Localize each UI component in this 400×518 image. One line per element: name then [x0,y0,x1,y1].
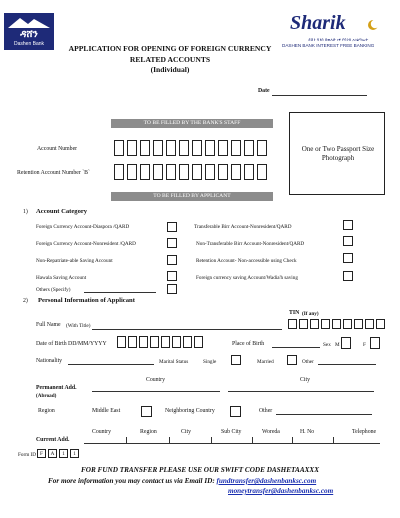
current-address-field[interactable] [84,443,380,444]
single-label: Single [203,359,217,365]
place-of-birth-label: Place of Birth [232,341,265,347]
permanent-add-label: Permanent Add. [36,385,77,391]
current-col-country: Country [92,429,112,435]
permanent-country-field[interactable] [92,391,220,392]
region-label: Region [38,408,55,414]
current-add-label: Current Add. [36,437,70,443]
dob-cell[interactable] [183,336,192,348]
retention-account-cell[interactable] [114,164,124,180]
married-label: Married [257,359,274,365]
account-number-cell[interactable] [244,140,254,156]
retention-account-cell[interactable] [244,164,254,180]
account-number-cell[interactable] [127,140,137,156]
account-number-cell[interactable] [218,140,228,156]
city-header: City [300,377,310,383]
form-id-cell: 1 [59,449,68,458]
tin-label: TIN [289,310,300,316]
account-option-fc-nonresident: Foreign Currency Account-Nonresident /QARD [36,241,136,247]
sex-label: Sex [323,342,331,348]
retention-account-cell[interactable] [153,164,163,180]
sharik-logo [282,12,394,52]
checkbox-transferable-birr[interactable] [343,220,353,230]
nationality-label: Nationality [36,358,63,364]
checkbox-fc-nonresident[interactable] [167,238,177,248]
tin-cell[interactable] [354,319,363,329]
account-option-hawala: Hawala Saving Account [36,275,87,281]
account-option-non-repatriate: Non-Repatriate-able Saving Account [36,258,113,264]
current-col-subcity: Sub City [221,429,242,435]
account-option-retention: Retention Account- Non-accessible using Check [196,258,297,264]
title-line-3: (Individual) [150,65,190,74]
checkbox-diaspora[interactable] [167,222,177,232]
tin-cell[interactable] [310,319,319,329]
current-address-divider [211,437,212,443]
account-number-label: Account Number [37,146,78,152]
sharik-logo-text: Sharik [290,12,346,34]
checkbox-sex-f[interactable] [370,337,380,349]
form-title [60,44,280,76]
other-region-field[interactable] [276,414,372,415]
sharik-tagline: DASHEN BANK INTEREST FREE BANKING [282,43,375,48]
country-header: Country [146,377,166,383]
account-number-cell[interactable] [205,140,215,156]
current-address-divider [333,437,334,443]
dashen-logo [4,13,54,50]
retention-account-label: Retention Account Number `B` [17,170,90,176]
retention-account-cell[interactable] [192,164,202,180]
dashen-logo-name: Dashen Bank [13,41,45,47]
checkbox-retention[interactable] [343,253,353,263]
dob-cell[interactable] [139,336,148,348]
retention-account-cell[interactable] [257,164,267,180]
retention-account-cell[interactable] [231,164,241,180]
applicant-band: TO BE FILLED BY APPLICANT [111,192,273,201]
place-of-birth-field[interactable] [272,347,320,348]
account-option-non-transferable-birr: Non-Transferable Birr Account-Nonresident/QARD [196,241,305,247]
checkbox-middle-east[interactable] [141,406,152,417]
current-col-woreda: Woreda [262,429,280,435]
tin-cell[interactable] [288,319,297,329]
retention-account-cell[interactable] [127,164,137,180]
dashen-logo-amharic: ዳሸን [20,29,38,40]
account-number-cell[interactable] [179,140,189,156]
account-number-cell[interactable] [153,140,163,156]
current-col-region: Region [140,429,157,435]
account-option-transferable-birr: Transferable Birr Account-Nonresident/QARD [194,224,292,230]
account-option-wadiah: Foreign currency saving Account/Wadia'h saving [196,275,298,281]
retention-account-cells[interactable] [114,164,270,180]
nationality-field[interactable] [68,364,154,365]
sharik-crescent-icon [366,18,380,32]
form-id-cell: F [37,449,46,458]
form-id-cells [37,449,81,458]
account-number-cell[interactable] [166,140,176,156]
dob-cell[interactable] [128,336,137,348]
retention-account-cell[interactable] [166,164,176,180]
tin-note: (If any) [302,311,319,317]
current-address-divider [126,437,127,443]
account-number-cells[interactable] [114,140,270,156]
other-region-label: Other [259,408,273,414]
full-name-field[interactable] [92,329,282,330]
current-address-divider [252,437,253,443]
dob-cell[interactable] [150,336,159,348]
email-intro-text: For more information you may contact us via Email ID: [48,477,215,485]
tin-cell[interactable] [343,319,352,329]
permanent-city-field[interactable] [228,391,374,392]
other-marital-label: Other [302,359,314,365]
sex-f-label: F [363,342,366,348]
sharik-tagline-amharic: ዳሸን ባንክ ከወለድ ነፃ የባንክ አገልግሎት [308,37,369,42]
section1-number: 1) [23,209,28,215]
dob-cell[interactable] [172,336,181,348]
section2-title: Personal Information of Applicant [38,297,135,304]
retention-account-cell[interactable] [205,164,215,180]
checkbox-non-repatriate[interactable] [167,255,177,265]
checkbox-wadiah[interactable] [343,271,353,281]
email-intro [48,477,388,485]
checkbox-neighboring[interactable] [230,406,241,417]
form-id-cell: 1 [70,449,79,458]
neighboring-label: Neighboring Country [165,408,215,414]
retention-account-cell[interactable] [179,164,189,180]
middle-east-label: Middle East [92,408,121,414]
full-name-note: (With Title) [66,323,91,329]
other-marital-field[interactable] [318,364,376,365]
marital-status-label: Marital Status [159,359,189,365]
checkbox-hawala[interactable] [167,271,177,281]
tin-cell[interactable] [365,319,374,329]
account-number-cell[interactable] [140,140,150,156]
photo-label: One or Two Passport Size Photograph [301,145,375,162]
current-address-divider [292,437,293,443]
form-id-cell: A [48,449,57,458]
tin-cell[interactable] [376,319,385,329]
sex-m-label: M [335,342,340,348]
section1-title: Account Category [36,208,88,215]
photo-box[interactable] [289,112,385,195]
current-col-city: City [181,429,191,435]
others-specify-field[interactable] [84,292,156,293]
current-col-telephone: Telephone [352,429,377,435]
checkbox-sex-m[interactable] [341,337,351,349]
retention-account-cell[interactable] [140,164,150,180]
dob-cell[interactable] [194,336,203,348]
date-field[interactable] [272,95,367,96]
dob-cell[interactable] [117,336,126,348]
account-option-others: Others (Specify) [36,287,71,293]
email-link-fundtransfer[interactable]: fundtransfer@dashenbanksc.com [216,477,317,485]
tin-cells[interactable] [288,319,387,329]
dob-cell[interactable] [161,336,170,348]
swift-code-line: FOR FUND TRANSFER PLEASE USE OUR SWIFT CODE DASHETAAXXX [80,466,320,474]
mountain-logo-icon [4,15,54,29]
tin-cell[interactable] [321,319,330,329]
current-address-divider [169,437,170,443]
checkbox-married[interactable] [287,355,297,365]
tin-cell[interactable] [332,319,341,329]
account-number-cell[interactable] [114,140,124,156]
dob-label: Date of Birth DD/MM/YYYY [36,341,107,347]
current-col-hno: H. No [300,429,315,435]
account-number-cell[interactable] [192,140,202,156]
staff-band: TO BE FILLED BY THE BANK'S STAFF [111,119,273,128]
section2-number: 2) [23,298,28,304]
email-link-moneytransfer[interactable]: moneytransfer@dashenbanksc.com [228,487,334,495]
full-name-label: Full Name [36,322,61,328]
account-number-cell[interactable] [231,140,241,156]
tin-cell[interactable] [299,319,308,329]
account-option-diaspora: Foreign Currency Account-Diaspora /QARD [36,224,130,230]
checkbox-single[interactable] [231,355,241,365]
form-id-label: Form ID [18,452,37,458]
retention-account-cell[interactable] [218,164,228,180]
checkbox-others[interactable] [167,284,177,294]
dob-cells[interactable] [117,336,205,348]
date-label: Date [258,88,270,94]
abroad-note: (Abroad) [36,393,57,399]
checkbox-non-transferable-birr[interactable] [343,236,353,246]
title-line-1: APPLICATION FOR OPENING OF FOREIGN CURRENCY [68,44,272,53]
title-line-2: RELATED ACCOUNTS [129,54,211,64]
account-number-cell[interactable] [257,140,267,156]
